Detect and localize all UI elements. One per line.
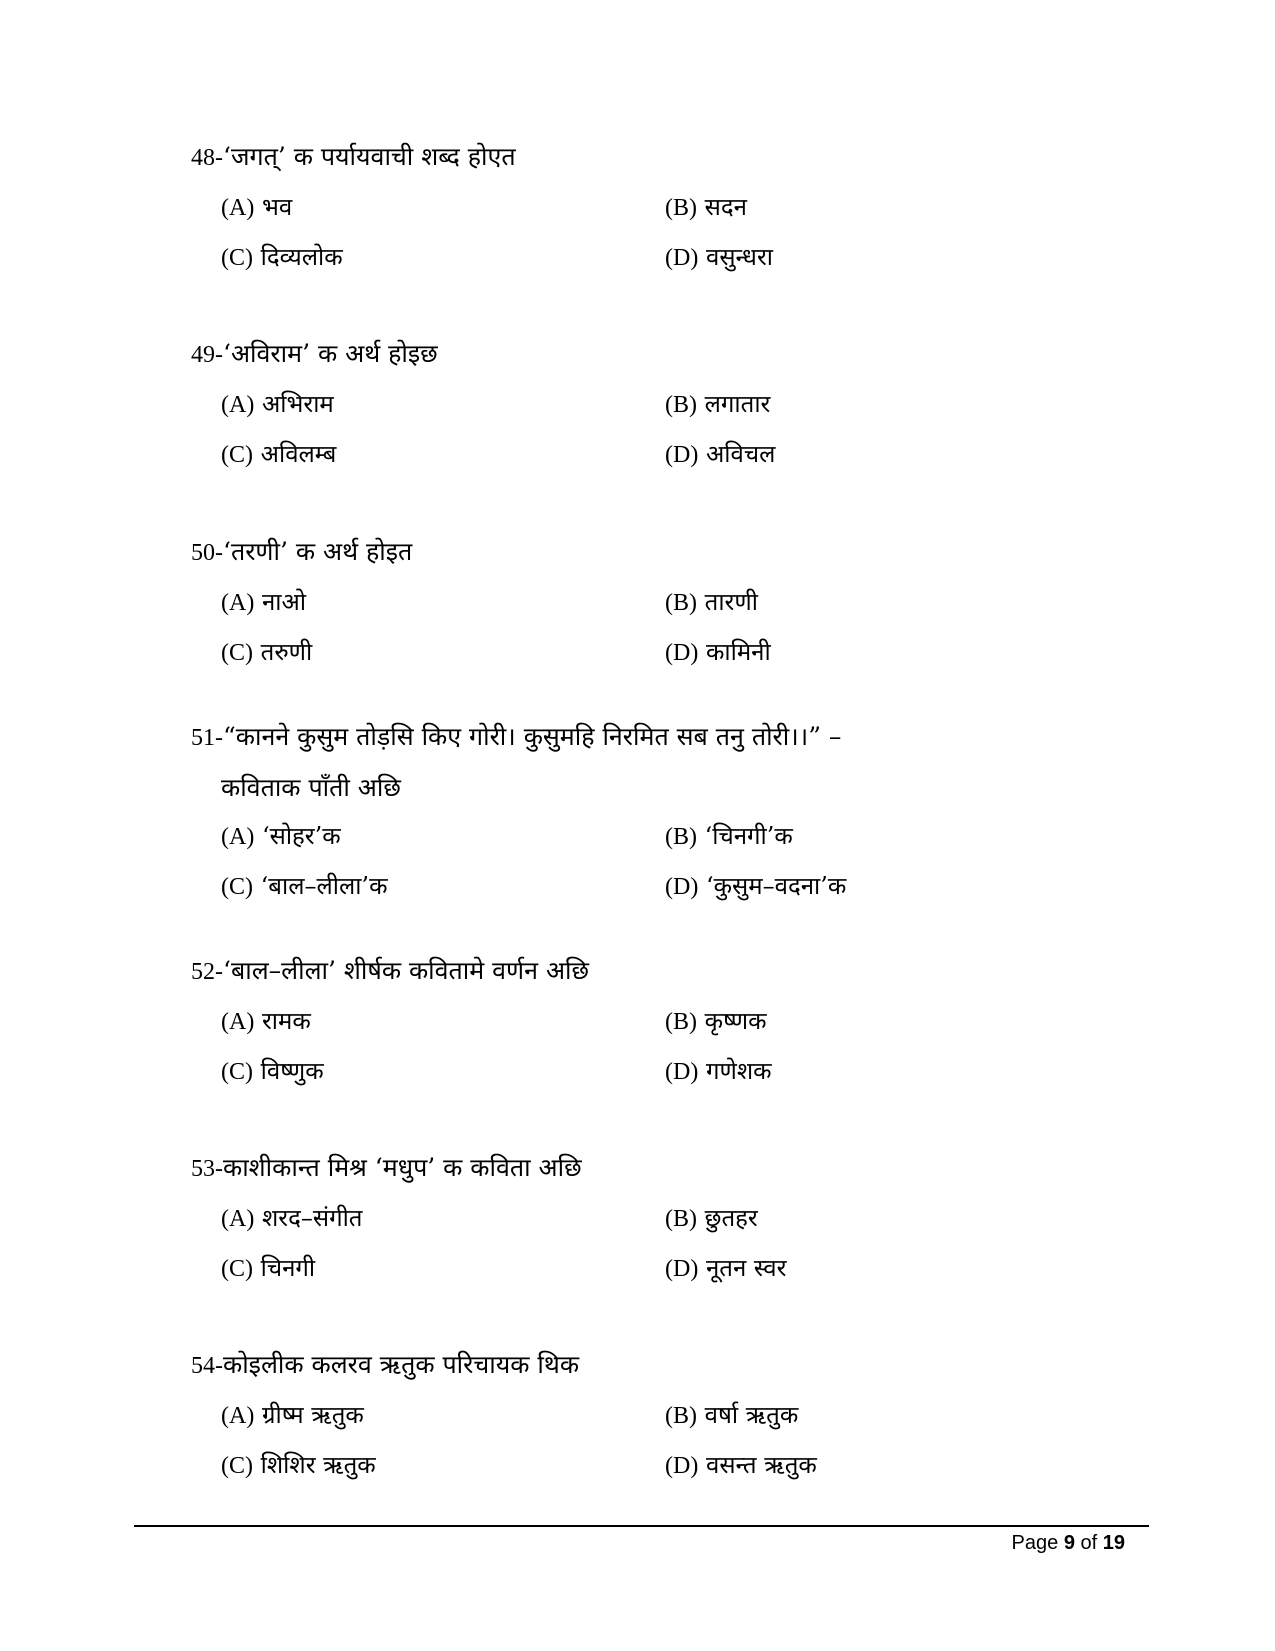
option-text: सदन	[704, 193, 747, 221]
question-text: कोइलीक कलरव ऋतुक परिचायक थिक	[223, 1350, 580, 1379]
option-b	[665, 812, 1065, 862]
option-text: शिशिर ऋतुक	[260, 1451, 376, 1479]
options-grid	[191, 380, 1071, 480]
option-text: ग्रीष्म ऋतुक	[261, 1401, 364, 1429]
option-text: ‘सोहर’क	[261, 822, 341, 850]
option-d	[665, 430, 1065, 480]
option-d	[665, 628, 1065, 678]
option-label: (A)	[221, 1206, 255, 1232]
option-a	[221, 997, 665, 1047]
option-label: (A)	[221, 392, 255, 418]
option-text: अभिराम	[261, 390, 334, 418]
options-grid	[191, 578, 1071, 678]
option-label: (A)	[221, 1009, 255, 1035]
option-a	[221, 183, 665, 233]
option-label: (B)	[665, 824, 697, 850]
question-text: “कानने कुसुम तोड़सि किए गोरी। कुसुमहि निरमित सब तनु तोरी।।” –	[223, 722, 842, 751]
option-c	[221, 233, 665, 283]
question-stem	[191, 527, 1071, 578]
question-text: ‘जगत्’ क पर्यायवाची शब्द होएत	[223, 142, 516, 171]
option-a	[221, 380, 665, 430]
question-52	[191, 946, 1071, 1097]
option-text: ‘कुसुम–वदना’क	[705, 872, 847, 900]
option-a	[221, 1194, 665, 1244]
options-grid	[191, 1194, 1071, 1294]
option-label: (A)	[221, 590, 255, 616]
option-text: लगातार	[704, 390, 771, 418]
option-c	[221, 1047, 665, 1097]
option-text: दिव्यलोक	[260, 243, 343, 271]
option-text: छुतहर	[704, 1204, 758, 1232]
option-label: (D)	[665, 1059, 699, 1085]
options-grid	[191, 183, 1071, 283]
option-text: शरद–संगीत	[261, 1204, 363, 1232]
of-word: of	[1080, 1532, 1098, 1554]
option-label: (C)	[221, 245, 253, 271]
option-label: (C)	[221, 1453, 253, 1479]
question-text: ‘तरणी’ क अर्थ होइत	[223, 537, 413, 566]
option-text: रामक	[261, 1007, 311, 1035]
option-label: (D)	[665, 874, 699, 900]
page-word: Page	[1011, 1532, 1059, 1554]
option-text: नूतन स्वर	[705, 1254, 787, 1282]
question-51	[191, 712, 1071, 912]
question-text: ‘बाल–लीला’ शीर्षक कवितामे वर्णन अछि	[223, 956, 590, 985]
question-53	[191, 1143, 1071, 1294]
current-page: 9	[1063, 1532, 1075, 1554]
option-text: भव	[261, 193, 293, 221]
option-text: विष्णुक	[260, 1057, 324, 1085]
question-number: 54-	[191, 1353, 223, 1379]
question-stem	[191, 946, 1071, 997]
option-label: (D)	[665, 640, 699, 666]
option-b	[665, 1391, 1065, 1441]
option-d	[665, 1047, 1065, 1097]
question-49	[191, 329, 1071, 480]
option-text: कामिनी	[705, 638, 771, 666]
total-pages: 19	[1102, 1532, 1125, 1554]
option-b	[665, 997, 1065, 1047]
footer-rule	[134, 1525, 1149, 1527]
option-d	[665, 862, 1065, 912]
option-c	[221, 1441, 665, 1491]
question-stem	[191, 132, 1071, 183]
question-stem-continuation: कविताक पाँती अछि	[221, 773, 401, 802]
option-text: तरुणी	[260, 638, 313, 666]
question-text: ‘अविराम’ क अर्थ होइछ	[223, 339, 438, 368]
option-b	[665, 380, 1065, 430]
option-label: (A)	[221, 824, 255, 850]
option-text: वर्षा ऋतुक	[704, 1401, 799, 1429]
option-c	[221, 430, 665, 480]
question-number: 51-	[191, 725, 223, 751]
option-label: (B)	[665, 1403, 697, 1429]
option-text: चिनगी	[260, 1254, 316, 1282]
option-text: वसुन्धरा	[705, 243, 773, 271]
question-stem	[191, 1143, 1071, 1194]
options-grid	[191, 812, 1071, 912]
options-grid	[191, 997, 1071, 1097]
option-label: (B)	[665, 590, 697, 616]
option-label: (D)	[665, 1256, 699, 1282]
option-d	[665, 1441, 1065, 1491]
option-label: (C)	[221, 874, 253, 900]
option-label: (A)	[221, 195, 255, 221]
option-label: (B)	[665, 1009, 697, 1035]
option-label: (D)	[665, 442, 699, 468]
options-grid	[191, 1391, 1071, 1491]
question-number: 50-	[191, 540, 223, 566]
option-c	[221, 1244, 665, 1294]
option-a	[221, 812, 665, 862]
option-b	[665, 183, 1065, 233]
option-text: तारणी	[704, 588, 758, 616]
question-stem	[191, 1340, 1071, 1391]
question-54	[191, 1340, 1071, 1491]
option-label: (C)	[221, 1059, 253, 1085]
option-label: (C)	[221, 442, 253, 468]
option-label: (B)	[665, 392, 697, 418]
question-number: 48-	[191, 145, 223, 171]
option-text: वसन्त ऋतुक	[705, 1451, 817, 1479]
question-text: काशीकान्त मिश्र ‘मधुप’ क कविता अछि	[223, 1153, 582, 1182]
option-c	[221, 628, 665, 678]
option-b	[665, 1194, 1065, 1244]
option-text: अविचल	[705, 440, 776, 468]
option-a	[221, 1391, 665, 1441]
option-label: (C)	[221, 1256, 253, 1282]
option-text: ‘चिनगी’क	[704, 822, 793, 850]
option-text: गणेशक	[705, 1057, 772, 1085]
option-c	[221, 862, 665, 912]
question-number: 52-	[191, 959, 223, 985]
question-number: 49-	[191, 342, 223, 368]
option-label: (D)	[665, 1453, 699, 1479]
option-label: (C)	[221, 640, 253, 666]
question-number: 53-	[191, 1156, 223, 1182]
option-b	[665, 578, 1065, 628]
option-text: ‘बाल–लीला’क	[260, 872, 388, 900]
option-label: (B)	[665, 195, 697, 221]
option-a	[221, 578, 665, 628]
option-text: नाओ	[261, 588, 307, 616]
option-label: (D)	[665, 245, 699, 271]
page-footer	[1012, 1532, 1125, 1555]
question-stem	[191, 712, 1071, 763]
option-label: (B)	[665, 1206, 697, 1232]
option-d	[665, 233, 1065, 283]
question-stem	[191, 329, 1071, 380]
option-text: कृष्णक	[704, 1007, 767, 1035]
question-50	[191, 527, 1071, 678]
option-label: (A)	[221, 1403, 255, 1429]
option-d	[665, 1244, 1065, 1294]
question-48	[191, 132, 1071, 283]
option-text: अविलम्ब	[260, 440, 337, 468]
